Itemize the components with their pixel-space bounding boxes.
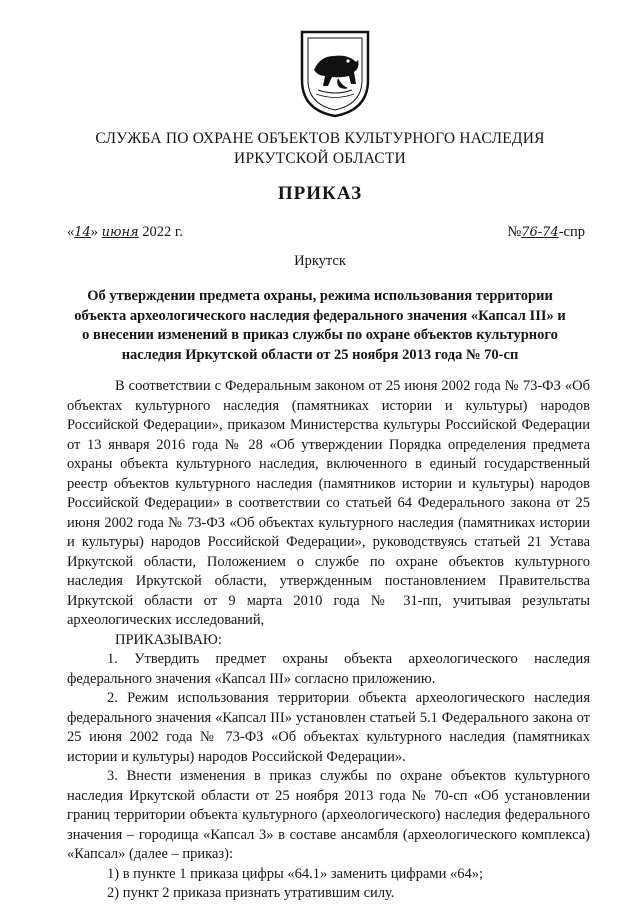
date-year: 2022 г.: [142, 224, 183, 240]
number-suffix: -спр: [558, 224, 585, 240]
preamble-paragraph: В соответствии с Федеральным законом от 25 июня 2002 года № 73-ФЗ «Об объектах культурного наследия (памятниках истории и культуры) народов Российской Федерации», приказом Министерства культуры Российской Федерации от 13 января 2016 года № 28 «Об утверждении Порядка определения предмета охраны объекта культурного наследия, включенного в единый государственный реестр объектов культурного наследия (памятников истории и культуры) народов Российской Федерации» в соответствии со статьей 64 Федерального закона от 25 июня 2002 года № 73-ФЗ «Об объектах культурного наследия (памятниках истории и культуры) народов Российской Федерации», руководствуясь статьей 21 Устава Иркутской области, Положением о службе по охране объектов культурного наследия Иркутской области, утвержденным постановлением Правительства Иркутской области от 9 марта 2010 года № 31-пп, учитывая результаты археологических исследований,: [67, 378, 590, 628]
item-3-paragraph: 3. Внести изменения в приказ службы по охране объектов культурного наследия Иркутской области от 25 ноября 2013 года № 70-сп «Об установлении границ территории объекта культурного (археологического) наследия федерального значения – городища «Капсал 3» в составе ансамбля (археологического комплекса) «Капсал» (далее – приказ):: [67, 768, 590, 862]
item-2-paragraph: 2. Режим использования территории объекта археологического наследия федерального значения «Капсал III» установлен статьей 5.1 Федерального закона от 25 июня 2002 года № 73-ФЗ «Об объектах культурного наследия (памятниках истории и культуры) народов Российской Федерации».: [67, 690, 590, 765]
coat-of-arms-emblem: [296, 30, 374, 118]
order-word: ПРИКАЗЫВАЮ:: [115, 631, 222, 648]
agency-name-line-1: СЛУЖБА ПО ОХРАНЕ ОБЪЕКТОВ КУЛЬТУРНОГО НАСЛЕДИЯ: [95, 130, 545, 147]
document-heading: Об утверждении предмета охраны, режима использования территории объекта археологического наследия федерального значения «Капсал III» и о внесении изменений в приказ службы по охране объектов культурного наследия Иркутской области от 25 ноября 2013 года № 70-сп: [74, 288, 566, 363]
document-number: [507, 224, 585, 241]
item-1-paragraph: 1. Утвердить предмет охраны объекта археологического наследия федерального значения «Капсал III» согласно приложению.: [67, 651, 590, 687]
document-date: [67, 224, 183, 241]
date-close-quote: »: [90, 224, 99, 240]
item-3-subitem-2: 2) пункт 2 приказа признать утратившим силу.: [107, 885, 395, 901]
number-prefix: №: [507, 224, 522, 240]
city: Иркутск: [294, 253, 346, 269]
number-value-handwritten: 76-74: [521, 225, 559, 240]
date-month-handwritten: июня: [101, 225, 139, 240]
document-body: [67, 377, 590, 904]
document-type-title: ПРИКАЗ: [277, 183, 363, 204]
agency-name-line-2: ИРКУТСКОЙ ОБЛАСТИ: [234, 150, 406, 167]
date-day-handwritten: 14: [74, 225, 91, 240]
date-open-quote: «: [67, 224, 75, 240]
item-3-subitem-1: 1) в пункте 1 приказа цифры «64.1» заменить цифрами «64»;: [107, 865, 483, 882]
